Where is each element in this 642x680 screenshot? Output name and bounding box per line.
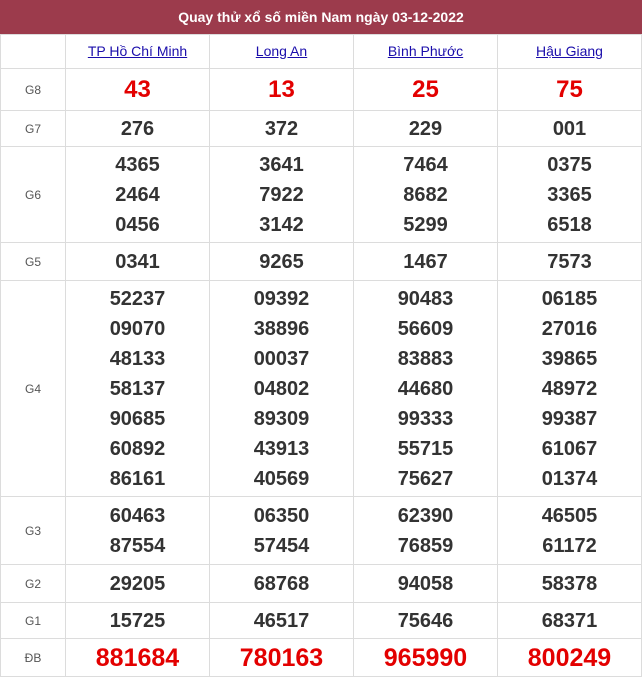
result-number: 75646: [397, 609, 454, 632]
prize-row-g2: [1, 565, 642, 603]
result-cell: [498, 565, 642, 603]
results-table: [0, 34, 642, 677]
result-number: 52237: [109, 287, 166, 310]
result-cell: [210, 497, 354, 565]
result-number: 76859: [397, 534, 454, 557]
result-number: 46505: [541, 504, 598, 527]
result-number: 965990: [383, 643, 468, 672]
result-cell: [354, 639, 498, 677]
result-cell: [498, 281, 642, 497]
result-number: 229: [408, 117, 443, 140]
result-number: 1467: [403, 250, 448, 273]
result-cell: [498, 69, 642, 111]
prize-row-g6: [1, 147, 642, 243]
result-number: 00037: [253, 347, 310, 370]
province-header-hau-giang: [498, 35, 642, 69]
result-number: 7573: [547, 250, 592, 273]
result-cell: [498, 603, 642, 639]
result-number: 75627: [397, 467, 454, 490]
prize-row-g7: [1, 111, 642, 147]
prize-label: G5: [1, 243, 66, 281]
result-number: 0375: [547, 153, 592, 176]
page-title: Quay thử xổ số miền Nam ngày 03-12-2022: [0, 0, 642, 34]
result-number: 40569: [253, 467, 310, 490]
result-number: 60892: [109, 437, 166, 460]
result-number: 15725: [109, 609, 166, 632]
prize-label: G7: [1, 111, 66, 147]
prize-row-g8: [1, 69, 642, 111]
result-number: 62390: [397, 504, 454, 527]
province-header-long-an: [210, 35, 354, 69]
result-number: 94058: [397, 572, 454, 595]
result-cell: [354, 497, 498, 565]
province-link-binh-phuoc[interactable]: Bình Phước: [387, 42, 464, 59]
result-number: 89309: [253, 407, 310, 430]
result-cell: [210, 243, 354, 281]
result-number: 06350: [253, 504, 310, 527]
result-cell: [66, 281, 210, 497]
result-number: 87554: [109, 534, 166, 557]
result-cell: [354, 603, 498, 639]
result-number: 58378: [541, 572, 598, 595]
prize-row-g5: [1, 243, 642, 281]
prize-label: ĐB: [1, 639, 66, 677]
result-number: 58137: [109, 377, 166, 400]
result-number: 46517: [253, 609, 310, 632]
result-cell: [354, 69, 498, 111]
province-header-binh-phuoc: [354, 35, 498, 69]
result-number: 9265: [259, 250, 304, 273]
prize-label: G4: [1, 281, 66, 497]
result-number: 43913: [253, 437, 310, 460]
province-header-row: [1, 35, 642, 69]
result-number: 09392: [253, 287, 310, 310]
province-link-long-an[interactable]: Long An: [255, 42, 308, 59]
result-number: 75: [556, 75, 583, 103]
result-number: 55715: [397, 437, 454, 460]
result-cell: [66, 603, 210, 639]
result-number: 372: [264, 117, 299, 140]
result-number: 39865: [541, 347, 598, 370]
result-cell: [498, 147, 642, 243]
result-number: 90483: [397, 287, 454, 310]
result-number: 38896: [253, 317, 310, 340]
result-number: 3365: [547, 183, 592, 206]
result-number: 3142: [259, 213, 304, 236]
result-number: 09070: [109, 317, 166, 340]
result-number: 27016: [541, 317, 598, 340]
result-cell: [354, 281, 498, 497]
province-link-hau-giang[interactable]: Hậu Giang: [536, 42, 603, 59]
result-cell: [210, 147, 354, 243]
result-number: 780163: [239, 643, 324, 672]
result-number: 48133: [109, 347, 166, 370]
result-number: 86161: [109, 467, 166, 490]
prize-row-g4: [1, 281, 642, 497]
result-cell: [66, 497, 210, 565]
result-number: 43: [124, 75, 151, 103]
prize-label: G6: [1, 147, 66, 243]
result-cell: [66, 69, 210, 111]
result-cell: [66, 243, 210, 281]
result-number: 0456: [115, 213, 160, 236]
result-number: 3641: [259, 153, 304, 176]
result-number: 13: [268, 75, 295, 103]
province-link-tp-ho-chi-minh[interactable]: TP Hồ Chí Minh: [87, 42, 188, 59]
prize-row-db: [1, 639, 642, 677]
result-number: 5299: [403, 213, 448, 236]
result-cell: [498, 243, 642, 281]
result-number: 001: [552, 117, 587, 140]
result-number: 4365: [115, 153, 160, 176]
result-cell: [66, 111, 210, 147]
corner-cell: [1, 35, 66, 69]
result-number: 61067: [541, 437, 598, 460]
result-number: 06185: [541, 287, 598, 310]
result-cell: [210, 111, 354, 147]
result-cell: [498, 639, 642, 677]
result-number: 99333: [397, 407, 454, 430]
result-cell: [66, 565, 210, 603]
result-cell: [66, 639, 210, 677]
result-number: 0341: [115, 250, 160, 273]
results-body: [1, 69, 642, 677]
result-cell: [498, 497, 642, 565]
result-number: 83883: [397, 347, 454, 370]
result-number: 2464: [115, 183, 160, 206]
result-cell: [66, 147, 210, 243]
result-number: 01374: [541, 467, 598, 490]
result-number: 881684: [95, 643, 180, 672]
result-cell: [498, 111, 642, 147]
result-cell: [210, 639, 354, 677]
result-number: 25: [412, 75, 439, 103]
result-number: 6518: [547, 213, 592, 236]
result-number: 57454: [253, 534, 310, 557]
result-number: 8682: [403, 183, 448, 206]
result-number: 68768: [253, 572, 310, 595]
result-number: 29205: [109, 572, 166, 595]
result-cell: [354, 147, 498, 243]
result-cell: [210, 565, 354, 603]
prize-label: G3: [1, 497, 66, 565]
result-number: 04802: [253, 377, 310, 400]
result-number: 56609: [397, 317, 454, 340]
result-cell: [210, 281, 354, 497]
result-number: 61172: [542, 534, 597, 557]
result-number: 7464: [403, 153, 448, 176]
prize-label: G2: [1, 565, 66, 603]
result-number: 800249: [527, 643, 612, 672]
result-number: 68371: [541, 609, 598, 632]
result-cell: [210, 69, 354, 111]
result-number: 7922: [259, 183, 304, 206]
result-cell: [354, 111, 498, 147]
result-number: 44680: [397, 377, 454, 400]
result-number: 48972: [541, 377, 598, 400]
result-number: 60463: [109, 504, 166, 527]
result-cell: [354, 243, 498, 281]
prize-label: G8: [1, 69, 66, 111]
result-number: 99387: [541, 407, 598, 430]
result-number: 90685: [109, 407, 166, 430]
result-cell: [210, 603, 354, 639]
prize-label: G1: [1, 603, 66, 639]
prize-row-g3: [1, 497, 642, 565]
prize-row-g1: [1, 603, 642, 639]
result-cell: [354, 565, 498, 603]
province-header-tp-ho-chi-minh: [66, 35, 210, 69]
result-number: 276: [120, 117, 155, 140]
